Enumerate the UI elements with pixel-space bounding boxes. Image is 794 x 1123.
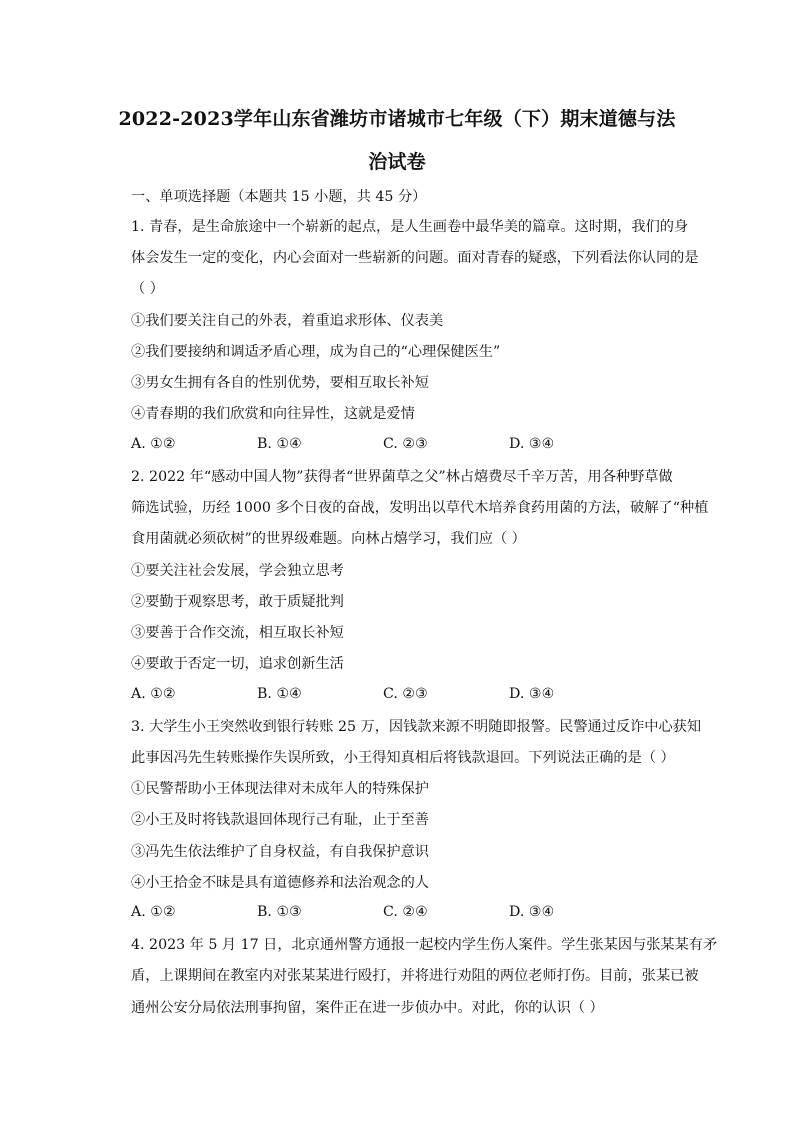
q2-options [131, 686, 691, 706]
q3-option-b[interactable]: B. ①③ [257, 904, 302, 920]
q3-option-a[interactable]: A. ①② [131, 904, 176, 920]
q3-stem-line2: 此事因冯先生转账操作失误所致，小王得知真相后将钱款退回。下列说法正确的是（ ） [131, 750, 675, 766]
q3-item-2: ②小王及时将钱款退回体现行己有耻，止于至善 [131, 812, 429, 828]
q1-option-c[interactable]: C. ②③ [383, 436, 428, 452]
exam-title-line1: 2022-2023学年山东省潍坊市诸城市七年级（下）期末道德与法 [118, 108, 676, 130]
q1-options [131, 436, 691, 456]
q4-stem-line3: 通州公安分局依法刑事拘留，案件正在进一步侦办中。对此，你的认识（ ） [131, 1000, 604, 1016]
q4-stem-line2: 盾，上课期间在教室内对张某某进行殴打，并将进行劝阻的两位老师打伤。目前，张某已被 [131, 968, 699, 984]
q2-option-b[interactable]: B. ①④ [257, 686, 302, 702]
exam-title-line2: 治试卷 [368, 151, 426, 173]
q3-item-3: ③冯先生依法维护了自身权益，有自我保护意识 [131, 844, 429, 860]
q2-option-d[interactable]: D. ③④ [509, 686, 555, 702]
q1-item-2: ②我们要接纳和调适矛盾心理，成为自己的“心理保健医生” [131, 344, 501, 360]
q1-item-4: ④青春期的我们欣赏和向往异性，这就是爱情 [131, 406, 415, 422]
q1-option-a[interactable]: A. ①② [131, 436, 176, 452]
q4-stem-line1: 4. 2023 年 5 月 17 日，北京通州警方通报一起校内学生伤人案件。学生张某因与张某某有矛 [131, 937, 718, 953]
q2-item-3: ③要善于合作交流，相互取长补短 [131, 625, 344, 641]
q3-options [131, 904, 691, 924]
q3-item-4: ④小王拾金不昧是具有道德修养和法治观念的人 [131, 875, 429, 891]
q1-option-d[interactable]: D. ③④ [509, 436, 555, 452]
q2-item-1: ①要关注社会发展，学会独立思考 [131, 563, 344, 579]
q3-stem-line1: 3. 大学生小王突然收到银行转账 25 万，因钱款来源不明随即报警。民警通过反诈中心获知 [131, 719, 702, 735]
q2-item-4: ④要敢于否定一切，追求创新生活 [131, 656, 344, 672]
q1-option-b[interactable]: B. ①④ [257, 436, 302, 452]
q2-option-a[interactable]: A. ①② [131, 686, 176, 702]
section-heading: 一、单项选择题（本题共 15 小题，共 45 分） [131, 189, 427, 205]
q2-stem-line3: 食用菌就必须砍树”的世界级难题。向林占熺学习，我们应（ ） [131, 531, 526, 547]
q2-stem-line2: 筛选试验，历经 1000 多个日夜的奋战，发明出以草代木培养食药用菌的方法，破解了“种植 [131, 500, 709, 516]
q3-option-d[interactable]: D. ③④ [509, 904, 555, 920]
q2-stem-line1: 2. 2022 年“感动中国人物”获得者“世界菌草之父”林占熺费尽千辛万苦，用各种野草做 [131, 469, 673, 485]
q2-item-2: ②要勤于观察思考，敢于质疑批判 [131, 594, 344, 610]
q2-option-c[interactable]: C. ②③ [383, 686, 428, 702]
q1-stem-line2: 体会发生一定的变化，内心会面对一些崭新的问题。面对青春的疑惑，下列看法你认同的是 [131, 250, 699, 266]
q1-item-1: ①我们要关注自己的外表，着重追求形体、仪表美 [131, 313, 444, 329]
q1-stem-line3: （ ） [131, 281, 164, 297]
q1-item-3: ③男女生拥有各自的性别优势，要相互取长补短 [131, 375, 429, 391]
q1-stem-line1: 1. 青春，是生命旅途中一个崭新的起点，是人生画卷中最华美的篇章。这时期，我们的身 [131, 219, 689, 235]
q3-item-1: ①民警帮助小王体现法律对未成年人的特殊保护 [131, 781, 429, 797]
q3-option-c[interactable]: C. ②④ [383, 904, 428, 920]
